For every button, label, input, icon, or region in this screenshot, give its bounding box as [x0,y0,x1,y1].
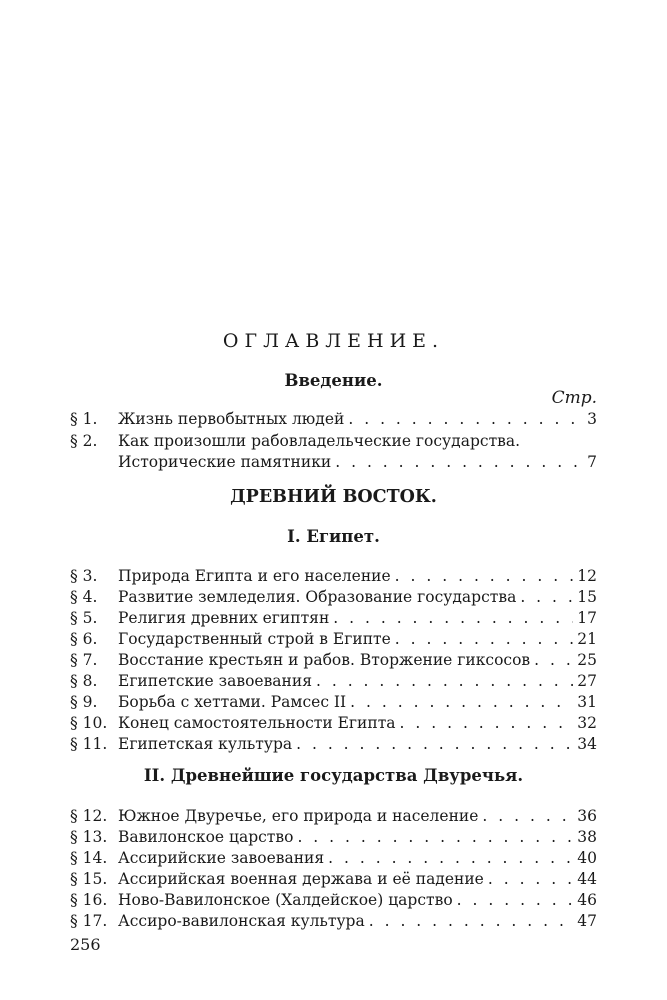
intro-heading: Введение. [284,371,383,390]
leader-dots [316,670,573,692]
entry-number: § 1. [70,410,98,428]
entry-title: Развитие земледелия. Образование государства [118,588,517,606]
entry-number: § 7. [70,651,98,669]
entry-page: 27 [577,672,597,690]
entry-title: Природа Египта и его население [118,567,391,585]
toc-entry[interactable] [70,847,597,869]
entry-number: § 5. [70,609,98,627]
toc-entry[interactable] [70,910,597,932]
entry-title: Восстание крестьян и рабов. Вторжение гиксосов [118,651,531,669]
entry-title: Конец самостоятельности Египта [118,714,396,732]
toc-entry[interactable] [70,826,597,848]
leader-dots [534,649,573,671]
leader-dots [296,733,573,755]
toc-title: ОГЛАВЛЕНИЕ. [222,330,445,352]
toc-entry[interactable] [70,408,597,430]
entry-page: 46 [577,891,597,909]
entry-page: 36 [577,807,597,825]
entry-title: Исторические памятники [118,453,332,471]
entry-title: Вавилонское царство [118,828,294,846]
leader-dots [350,691,573,713]
entry-title: Религия древних египтян [118,609,330,627]
entry-number: § 17. [70,912,108,930]
leader-dots [488,868,573,890]
entry-page: 44 [577,870,597,888]
entry-page: 47 [577,912,597,930]
toc-entry[interactable] [70,565,597,587]
entry-number: § 8. [70,672,98,690]
leader-dots [348,408,583,430]
toc-entry[interactable] [70,607,597,629]
entry-title: Египетские завоевания [118,672,312,690]
toc-entry[interactable] [70,670,597,692]
section-heading-egypt: I. Египет. [287,527,380,546]
leader-dots [335,451,583,473]
leader-dots [333,607,573,629]
leader-dots [395,565,574,587]
leader-dots [457,889,574,911]
entry-number: § 11. [70,735,108,753]
leader-dots [482,805,573,827]
toc-entry[interactable] [70,691,597,713]
entry-number: § 9. [70,693,98,711]
entry-page: 31 [577,693,597,711]
leader-dots [520,586,573,608]
entry-title: Южное Двуречье, его природа и население [118,807,479,825]
toc-entry[interactable] [70,733,597,755]
entry-page: 21 [577,630,597,648]
entry-page: 12 [577,567,597,585]
entry-title: Как произошли рабовладельческие государства. [118,432,521,450]
toc-entry[interactable] [70,649,597,671]
entry-number: § 6. [70,630,98,648]
page-number: 256 [70,935,101,954]
entry-title: Ассирийская военная держава и её падение [118,870,484,888]
entry-title: Жизнь первобытных людей [118,410,345,428]
entry-number: § 14. [70,849,108,867]
entry-number: § 15. [70,870,108,888]
toc-entry[interactable] [70,586,597,608]
entry-page: 25 [577,651,597,669]
entry-page: 32 [577,714,597,732]
leader-dots [297,826,573,848]
entry-page: 17 [577,609,597,627]
entry-page: 38 [577,828,597,846]
toc-entry[interactable] [70,628,597,650]
entry-page: 3 [587,410,597,428]
entry-page: 15 [577,588,597,606]
toc-entry[interactable] [70,712,597,734]
entry-number: § 10. [70,714,108,732]
entry-number: § 13. [70,828,108,846]
toc-entry[interactable] [70,805,597,827]
entry-number: § 12. [70,807,108,825]
page-column-label: Стр. [551,388,597,408]
section-heading-mesopotamia: II. Древнейшие государства Двуречья. [143,766,524,785]
toc-entry[interactable] [70,868,597,890]
entry-title: Борьба с хеттами. Рамсес II [118,693,347,711]
leader-dots [369,910,574,932]
leader-dots [328,847,573,869]
entry-title: Ассирийские завоевания [118,849,325,867]
entry-title: Ново-Вавилонское (Халдейское) царство [118,891,453,909]
toc-entry-continued[interactable] [70,451,597,473]
entry-title: Государственный строй в Египте [118,630,391,648]
toc-entry[interactable] [70,889,597,911]
entry-number: § 4. [70,588,98,606]
entry-title: Ассиро-вавилонская культура [118,912,365,930]
entry-page: 7 [587,453,597,471]
entry-number: § 3. [70,567,98,585]
leader-dots [395,628,573,650]
entry-number: § 16. [70,891,108,909]
entry-page: 40 [577,849,597,867]
part-heading: ДРЕВНИЙ ВОСТОК. [230,487,437,507]
entry-title: Египетская культура [118,735,293,753]
toc-entry[interactable] [70,430,597,452]
entry-number: § 2. [70,432,98,450]
entry-page: 34 [577,735,597,753]
leader-dots [400,712,574,734]
